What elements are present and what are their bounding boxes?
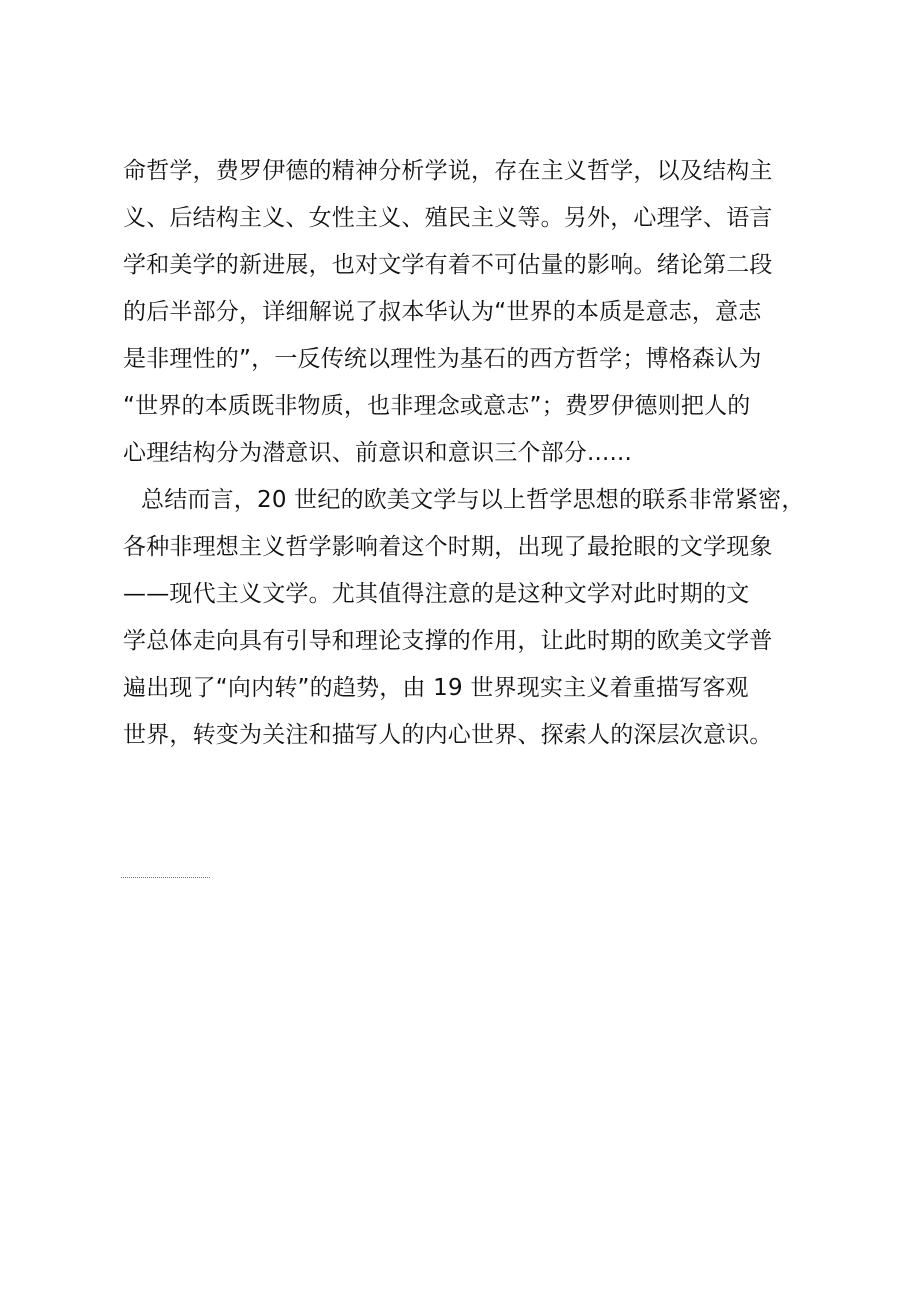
text-line: 总结而言，20 世纪的欧美文学与以上哲学思想的联系非常紧密， xyxy=(141,487,805,513)
body-text xyxy=(123,148,813,759)
text-line: 义、后结构主义、女性主义、殖民主义等。另外，心理学、语言 xyxy=(123,205,773,231)
text-line: ——现代主义文学。尤其值得注意的是这种文学对此时期的文 xyxy=(123,581,750,607)
text-line: 世界，转变为关注和描写人的内心世界、探索人的深层次意识。 xyxy=(123,722,773,748)
text-line: 命哲学，费罗伊德的精神分析学说，存在主义哲学，以及结构主 xyxy=(123,158,773,184)
text-line: 遍出现了“向内转”的趋势，由 19 世界现实主义着重描写客观 xyxy=(123,675,749,701)
text-line: 是非理性的”，一反传统以理性为基石的西方哲学；博格森认为 xyxy=(123,346,762,372)
text-line: 的后半部分，详细解说了叔本华认为“世界的本质是意志，意志 xyxy=(123,299,762,325)
paragraph-summary xyxy=(123,477,813,759)
footnote-separator xyxy=(121,877,210,878)
text-line: 心理结构分为潜意识、前意识和意识三个部分...... xyxy=(123,440,633,466)
text-line: 学和美学的新进展，也对文学有着不可估量的影响。绪论第二段 xyxy=(123,252,773,278)
text-line: 各种非理想主义哲学影响着这个时期，出现了最抢眼的文学现象 xyxy=(123,534,773,560)
text-line: “世界的本质既非物质，也非理念或意志”；费罗伊德则把人的 xyxy=(123,393,751,419)
paragraph-philosophy xyxy=(123,148,813,477)
text-line: 学总体走向具有引导和理论支撑的作用，让此时期的欧美文学普 xyxy=(123,628,773,654)
